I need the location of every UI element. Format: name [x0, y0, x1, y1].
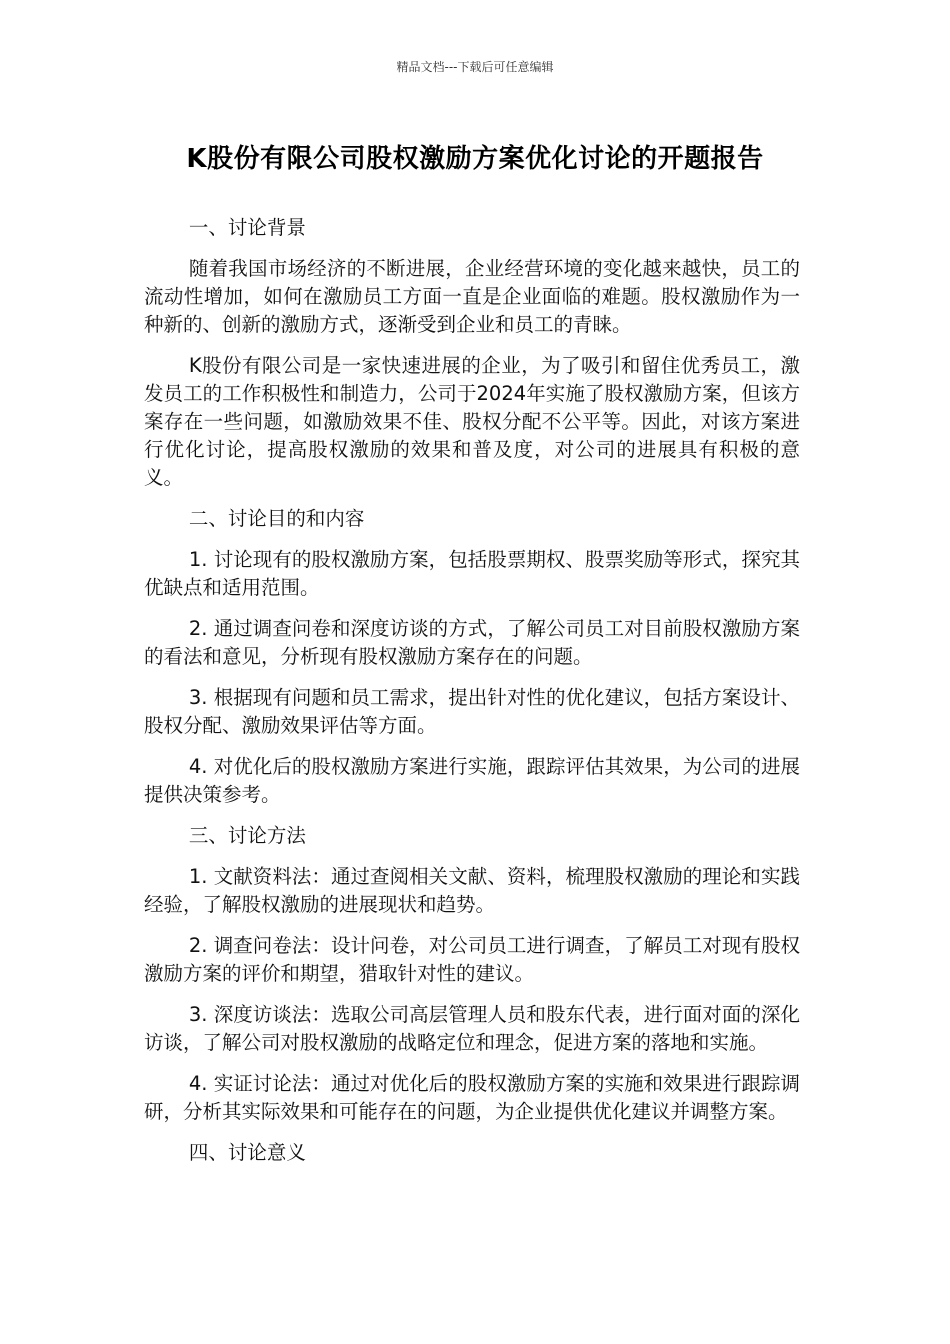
- paragraph: 随着我国市场经济的不断进展，企业经营环境的变化越来越快，员工的流动性增加，如何在激励员工方面一直是企业面临的难题。股权激励作为一种新的、创新的激励方式，逐渐受到企业和员工的青睐。: [144, 257, 800, 336]
- document-body: [144, 214, 800, 1180]
- list-item: 3. 根据现有问题和员工需求，提出针对性的优化建议，包括方案设计、股权分配、激励效果评估等方面。: [144, 686, 800, 737]
- header-note: 精品文档---下载后可任意编辑: [396, 60, 554, 74]
- list-item: 4. 对优化后的股权激励方案进行实施，跟踪评估其效果，为公司的进展提供决策参考。: [144, 755, 800, 806]
- document-title: K股份有限公司股权激励方案优化讨论的开题报告: [186, 144, 764, 174]
- section-heading-background: 一、讨论背景: [188, 216, 306, 239]
- list-item: 4. 实证讨论法：通过对优化后的股权激励方案的实施和效果进行跟踪调研，分析其实际效果和可能存在的问题，为企业提供优化建议并调整方案。: [144, 1072, 800, 1123]
- section-heading-significance: 四、讨论意义: [188, 1141, 306, 1164]
- list-item: 2. 调查问卷法：设计问卷，对公司员工进行调查，了解员工对现有股权激励方案的评价和期望，猎取针对性的建议。: [144, 934, 800, 985]
- list-item: 1. 讨论现有的股权激励方案，包括股票期权、股票奖励等形式，探究其优缺点和适用范围。: [144, 548, 800, 599]
- section-heading-purpose: 二、讨论目的和内容: [188, 507, 365, 530]
- section-heading-methods: 三、讨论方法: [188, 824, 306, 847]
- paragraph: K股份有限公司是一家快速进展的企业，为了吸引和留住优秀员工，激发员工的工作积极性和制造力，公司于2024年实施了股权激励方案，但该方案存在一些问题，如激励效果不佳、股权分配不公平等。因此，对该方案进行优化讨论，提高股权激励的效果和普及度，对公司的进展具有积极的意义。: [144, 354, 800, 489]
- list-item: 2. 通过调查问卷和深度访谈的方式，了解公司员工对目前股权激励方案的看法和意见，分析现有股权激励方案存在的问题。: [144, 617, 800, 668]
- list-item: 1. 文献资料法：通过查阅相关文献、资料，梳理股权激励的理论和实践经验，了解股权激励的进展现状和趋势。: [144, 865, 800, 916]
- list-item: 3. 深度访谈法：选取公司高层管理人员和股东代表，进行面对面的深化访谈，了解公司对股权激励的战略定位和理念，促进方案的落地和实施。: [144, 1003, 800, 1054]
